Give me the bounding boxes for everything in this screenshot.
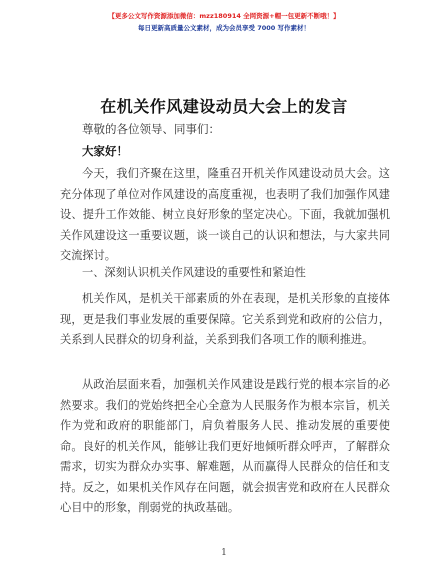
promo-banner-line-2: 每日更新高质量公文素材，成为会员享受 7000 写作素材！	[137, 24, 311, 32]
paragraph-body-2: 从政治层面来看，加强机关作风建设是践行党的根本宗旨的必然要求。我们的党始终把全心全意为人民服务作为根本宗旨，机关作为党和政府的职能部门，肩负着服务人民、推动发展的重要使命。良好的机关作风，能够让我们更好地倾听群众呼声，了解群众需求，切实为群众办实事、解难题，从而赢得人民群众的信任和支持。反之，如果机关作风存在问题，就会损害党和政府在人民群众心目中的形象，削弱党的执政基础。	[60, 378, 390, 514]
document-title: 在机关作风建设动员大会上的发言	[100, 97, 348, 116]
page-number: 1	[221, 548, 227, 558]
paragraph-intro: 今天，我们齐聚在这里，隆重召开机关作风建设动员大会。这充分体现了单位对作风建设的高度重视，也表明了我们加强作风建设、提升工作效能、树立良好形象的坚定决心。下面，我就加强机关作风建设这一重要议题，谈一谈自己的认识和想法，与大家共同交流探讨。	[60, 167, 390, 262]
paragraph-body-1: 机关作风，是机关干部素质的外在表现，是机关形象的直接体现，更是我们事业发展的重要保障。它关系到党和政府的公信力，关系到人民群众的切身利益，关系到我们各项工作的顺利推进。	[60, 292, 390, 346]
promo-banner-line-1: 【更多公文写作资源添加微信：mzz180914 全网资源+帽一包更新不断哦！】	[108, 12, 340, 20]
greeting: 尊敬的各位领导、同事们：	[82, 122, 220, 136]
section-heading: 一、深刻认识机关作风建设的重要性和紧迫性	[82, 266, 306, 279]
promo-banner	[0, 10, 448, 34]
salutation: 大家好！	[82, 144, 128, 158]
